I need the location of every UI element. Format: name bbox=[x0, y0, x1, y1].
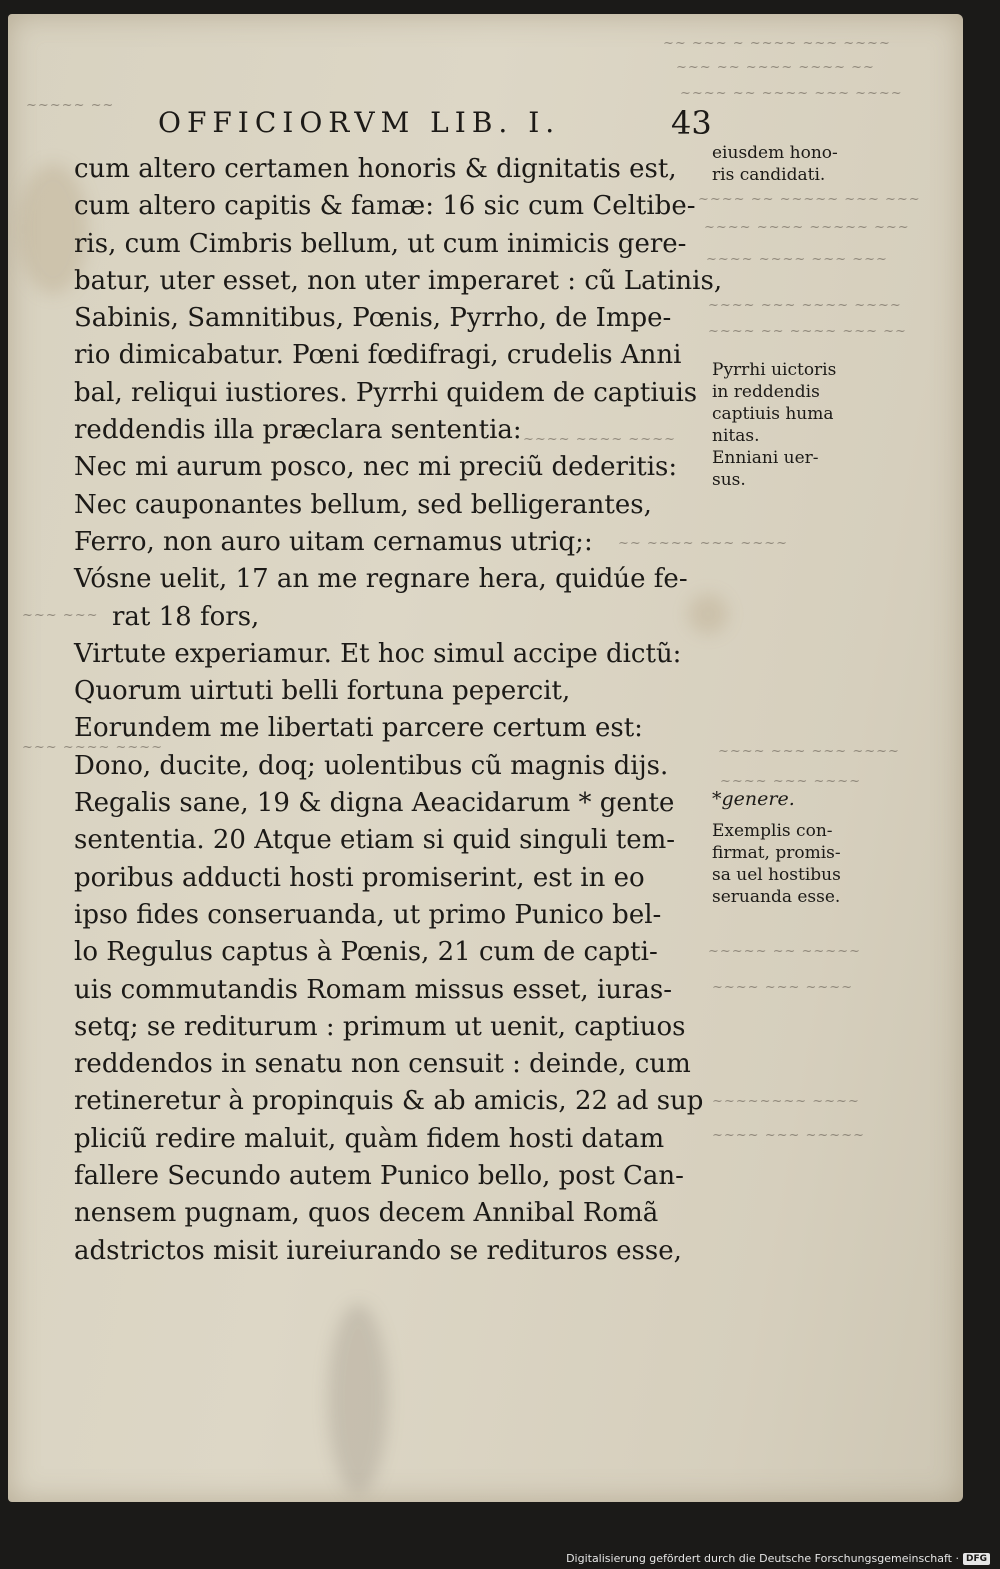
handwritten-annotation: ~~~~ ~~ ~~~~ ~~~ ~~~~ bbox=[680, 86, 903, 101]
margin-note-line: sa uel hostibus bbox=[712, 865, 841, 885]
handwritten-annotation: ~~~~~ ~~ ~~~~~ bbox=[708, 944, 861, 959]
digitization-footer bbox=[566, 1552, 990, 1565]
text-line: rio dimicabatur. Pœni fœdifragi, crudelis Anni bbox=[74, 340, 682, 371]
text-line: Nec cauponantes bellum, sed belligerantes, bbox=[74, 489, 652, 520]
text-line: Quorum uirtuti belli fortuna pepercit, bbox=[74, 676, 571, 707]
margin-note-line: firmat, promis- bbox=[712, 843, 841, 863]
text-line: ris, cum Cimbris bellum, ut cum inimicis gere- bbox=[74, 228, 687, 259]
text-line: batur, uter esset, non uter imperaret : cũ Latinis, bbox=[74, 265, 723, 296]
margin-note-line: in reddendis bbox=[712, 382, 820, 402]
text-line: pliciũ redire maluit, quàm fidem hosti datam bbox=[74, 1123, 665, 1154]
handwritten-annotation: ~~~~~~~~ ~~~~ bbox=[712, 1094, 860, 1109]
handwritten-annotation: ~~~~~ ~~ bbox=[26, 98, 115, 113]
text-line: bal, reliqui iustiores. Pyrrhi quidem de captiuis bbox=[74, 377, 698, 408]
handwritten-annotation: ~~~ ~~ ~~~~ ~~~~ ~~ bbox=[676, 60, 875, 75]
page-stain bbox=[328, 1304, 388, 1494]
handwritten-annotation: ~~~~ ~~ ~~~~ ~~~ ~~ bbox=[708, 324, 907, 339]
text-line: Ferro, non auro uitam cernamus utriq;: bbox=[74, 526, 593, 557]
text-line: Dono, ducite, doq; uolentibus cũ magnis dijs. bbox=[74, 750, 669, 781]
text-line: poribus adducti hosti promiserint, est in eo bbox=[74, 862, 645, 893]
handwritten-annotation: ~~~~ ~~~~ ~~~~ bbox=[523, 432, 676, 447]
dfg-logo: DFG bbox=[963, 1553, 990, 1565]
main-text bbox=[74, 151, 723, 1270]
margin-note-line: Exemplis con- bbox=[712, 821, 833, 841]
text-line: Eorundem me libertati parcere certum est: bbox=[74, 713, 643, 744]
text-line: nensem pugnam, quos decem Annibal Romã bbox=[74, 1198, 659, 1229]
margin-note-line: eiusdem hono- bbox=[712, 143, 838, 163]
handwritten-annotation: ~~ ~~~ ~ ~~~~ ~~~ ~~~~ bbox=[663, 36, 891, 51]
margin-note-line: Enniani uer- bbox=[712, 448, 819, 468]
handwritten-annotation: ~~~~ ~~~~ ~~~ ~~~ bbox=[706, 252, 888, 267]
text-line: reddendos in senatu non censuit : deinde, cum bbox=[74, 1049, 691, 1080]
handwritten-annotation: ~~~~ ~~~ ~~~ ~~~~ bbox=[718, 744, 900, 759]
text-line: adstrictos misit iureiurando se redituros esse, bbox=[74, 1235, 682, 1266]
text-line: uis commutandis Romam missus esset, iuras- bbox=[74, 974, 673, 1005]
text-line: lo Regulus captus à Pœnis, 21 cum de capti- bbox=[74, 937, 658, 968]
footer-credit: Digitalisierung gefördert durch die Deutsche Forschungsgemeinschaft · bbox=[566, 1552, 959, 1565]
handwritten-annotation: ~~~ ~~~ bbox=[22, 608, 99, 623]
margin-note-line: captiuis huma bbox=[712, 404, 834, 424]
margin-note-line: Pyrrhi uictoris bbox=[712, 360, 837, 380]
text-line: retineretur à propinquis & ab amicis, 22 ad sup bbox=[74, 1086, 704, 1117]
handwritten-annotation: ~~~~ ~~~ ~~~~ bbox=[720, 774, 862, 789]
margin-note-line: ris candidati. bbox=[712, 165, 826, 185]
handwritten-annotation: ~~~~ ~~~~ ~~~~~ ~~~ bbox=[704, 220, 910, 235]
handwritten-annotation: ~~~ ~~~~ ~~~~ bbox=[22, 740, 164, 755]
margin-note-line: *genere. bbox=[712, 788, 795, 810]
handwritten-annotation: ~~~~ ~~~ ~~~~ ~~~~ bbox=[708, 298, 902, 313]
text-line: fallere Secundo autem Punico bello, post Can- bbox=[74, 1161, 684, 1192]
margin-note-line: nitas. bbox=[712, 426, 760, 446]
text-line: rat 18 fors, bbox=[112, 601, 260, 632]
text-line: Vósne uelit, 17 an me regnare hera, quidúe fe- bbox=[74, 564, 688, 595]
text-line: cum altero certamen honoris & dignitatis est, bbox=[74, 154, 677, 184]
text-line: cum altero capitis & famæ: 16 sic cum Celtibe- bbox=[74, 191, 696, 222]
text-line: setq; se rediturum : primum ut uenit, captiuos bbox=[74, 1011, 686, 1042]
margin-note-line: seruanda esse. bbox=[712, 887, 841, 907]
handwritten-annotation: ~~~~ ~~~ ~~~~~ bbox=[712, 1128, 865, 1143]
margin-note-line: sus. bbox=[712, 470, 746, 490]
text-line: sententia. 20 Atque etiam si quid singuli tem- bbox=[74, 825, 676, 856]
handwritten-annotation: ~~~~ ~~~ ~~~~ bbox=[712, 980, 854, 995]
text-line: ipso fides conseruanda, ut primo Punico bel- bbox=[74, 899, 662, 930]
margin-note-candidati bbox=[712, 142, 838, 186]
text-line: Sabinis, Samnitibus, Pœnis, Pyrrho, de Impe- bbox=[74, 303, 672, 334]
margin-note-pyrrhus bbox=[712, 359, 836, 491]
text-line: Regalis sane, 19 & digna Aeacidarum * gente bbox=[74, 788, 675, 819]
text-line: Virtute experiamur. Et hoc simul accipe dictũ: bbox=[74, 638, 682, 669]
margin-note-exemplis bbox=[712, 820, 841, 908]
handwritten-annotation: ~~~~ ~~ ~~~~~ ~~~ ~~~ bbox=[698, 192, 921, 207]
book-page bbox=[8, 14, 963, 1502]
margin-note-genere bbox=[712, 788, 795, 810]
text-line: Nec mi aurum posco, nec mi preciũ dederitis: bbox=[74, 452, 678, 483]
running-header: OFFICIORVM LIB. I. bbox=[158, 106, 561, 139]
handwritten-annotation: ~~ ~~~~ ~~~ ~~~~ bbox=[618, 536, 789, 551]
page-number: 43 bbox=[671, 104, 712, 142]
text-line: reddendis illa præclara sententia: bbox=[74, 415, 522, 446]
